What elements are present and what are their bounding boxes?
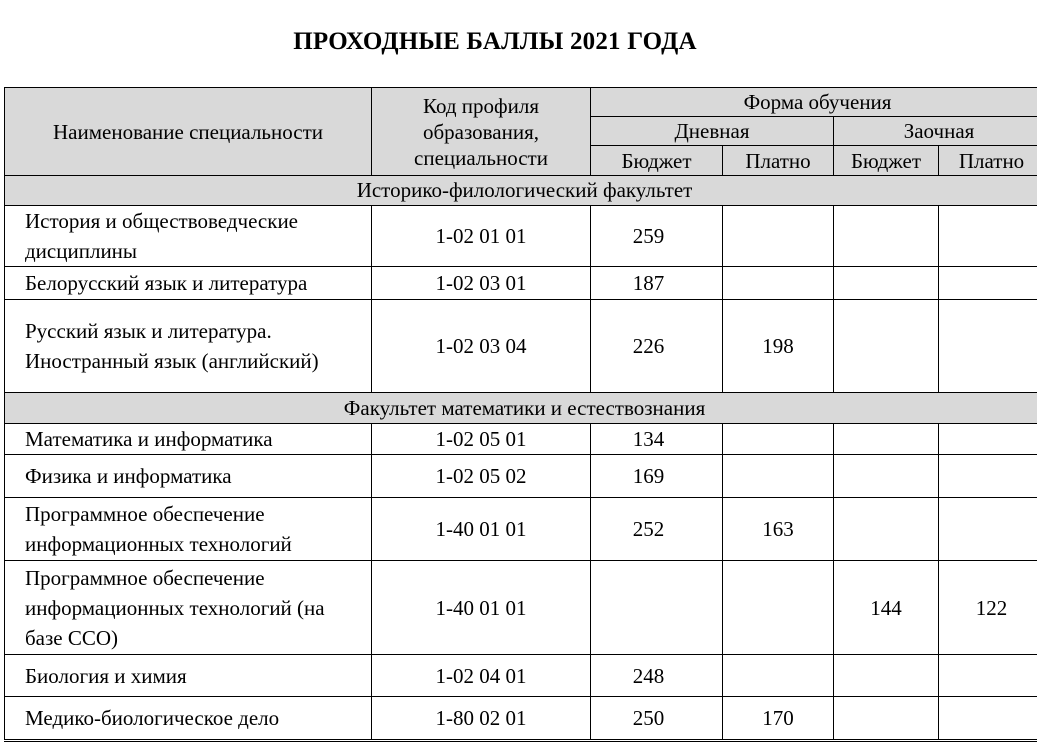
full-time-paid-score — [723, 424, 834, 455]
header-full-time-budget: Бюджет — [591, 146, 723, 176]
header-correspondence-budget: Бюджет — [834, 146, 939, 176]
table-row — [5, 300, 1037, 393]
correspondence-budget-score — [834, 300, 939, 393]
specialty-name: Медико-биологическое дело — [5, 697, 372, 740]
header-study-form: Форма обучения — [591, 88, 1037, 117]
correspondence-paid-score — [939, 697, 1037, 740]
correspondence-budget-score — [834, 455, 939, 498]
correspondence-paid-score — [939, 300, 1037, 393]
correspondence-budget-score — [834, 267, 939, 300]
full-time-paid-score: 198 — [723, 300, 834, 393]
full-time-budget-score: 252 — [591, 498, 723, 561]
specialty-code: 1-02 03 04 — [372, 300, 591, 393]
correspondence-budget-score — [834, 498, 939, 561]
full-time-paid-score — [723, 267, 834, 300]
correspondence-paid-score — [939, 206, 1037, 267]
full-time-paid-score — [723, 455, 834, 498]
specialty-name: Математика и информатика — [5, 424, 372, 455]
correspondence-budget-score — [834, 424, 939, 455]
table-row — [5, 655, 1037, 697]
correspondence-budget-score — [834, 697, 939, 740]
full-time-budget-score: 248 — [591, 655, 723, 697]
correspondence-paid-score — [939, 267, 1037, 300]
correspondence-paid-score — [939, 498, 1037, 561]
full-time-paid-score — [723, 655, 834, 697]
correspondence-budget-score: 144 — [834, 561, 939, 655]
specialty-code: 1-40 01 01 — [372, 498, 591, 561]
header-specialty-name: Наименование специальности — [5, 88, 372, 176]
specialty-code: 1-02 03 01 — [372, 267, 591, 300]
header-full-time-paid: Платно — [723, 146, 834, 176]
full-time-budget-score: 134 — [591, 424, 723, 455]
table-row — [5, 267, 1037, 300]
specialty-name: Программное обеспечение информационных технологий — [5, 498, 372, 561]
passing-scores-table — [4, 87, 1037, 740]
full-time-budget-score: 250 — [591, 697, 723, 740]
full-time-budget-score — [591, 561, 723, 655]
specialty-code: 1-02 05 01 — [372, 424, 591, 455]
full-time-paid-score: 163 — [723, 498, 834, 561]
section-row — [5, 176, 1037, 206]
full-time-paid-score: 170 — [723, 697, 834, 740]
correspondence-paid-score — [939, 424, 1037, 455]
specialty-name: Белорусский язык и литература — [5, 267, 372, 300]
section-title: Историко-филологический факультет — [5, 176, 1037, 206]
full-time-paid-score — [723, 206, 834, 267]
full-time-budget-score: 259 — [591, 206, 723, 267]
full-time-paid-score — [723, 561, 834, 655]
specialty-code: 1-02 04 01 — [372, 655, 591, 697]
section-row — [5, 393, 1037, 424]
full-time-budget-score: 169 — [591, 455, 723, 498]
specialty-name: Биология и химия — [5, 655, 372, 697]
correspondence-budget-score — [834, 655, 939, 697]
table-row — [5, 498, 1037, 561]
specialty-name: Русский язык и литература. Иностранный язык (английский) — [5, 300, 372, 393]
header-correspondence-paid: Платно — [939, 146, 1037, 176]
specialty-name: Физика и информатика — [5, 455, 372, 498]
full-time-budget-score: 226 — [591, 300, 723, 393]
header-profile-code: Код профиля образования, специальности — [372, 88, 591, 176]
specialty-name: Программное обеспечение информационных технологий (на базе ССО) — [5, 561, 372, 655]
header-full-time: Дневная — [591, 117, 834, 146]
page-title: ПРОХОДНЫЕ БАЛЛЫ 2021 ГОДА — [293, 28, 697, 55]
correspondence-paid-score: 122 — [939, 561, 1037, 655]
section-title: Факультет математики и естествознания — [5, 393, 1037, 424]
correspondence-paid-score — [939, 455, 1037, 498]
specialty-name: История и обществоведческие дисциплины — [5, 206, 372, 267]
table-row — [5, 455, 1037, 498]
correspondence-budget-score — [834, 206, 939, 267]
specialty-code: 1-80 02 01 — [372, 697, 591, 740]
table-row — [5, 697, 1037, 740]
table-row — [5, 206, 1037, 267]
full-time-budget-score: 187 — [591, 267, 723, 300]
header-correspondence: Заочная — [834, 117, 1037, 146]
table-row — [5, 424, 1037, 455]
table-bottom-edge — [4, 741, 1037, 742]
correspondence-paid-score — [939, 655, 1037, 697]
specialty-code: 1-02 05 02 — [372, 455, 591, 498]
table-row — [5, 561, 1037, 655]
specialty-code: 1-40 01 01 — [372, 561, 591, 655]
specialty-code: 1-02 01 01 — [372, 206, 591, 267]
